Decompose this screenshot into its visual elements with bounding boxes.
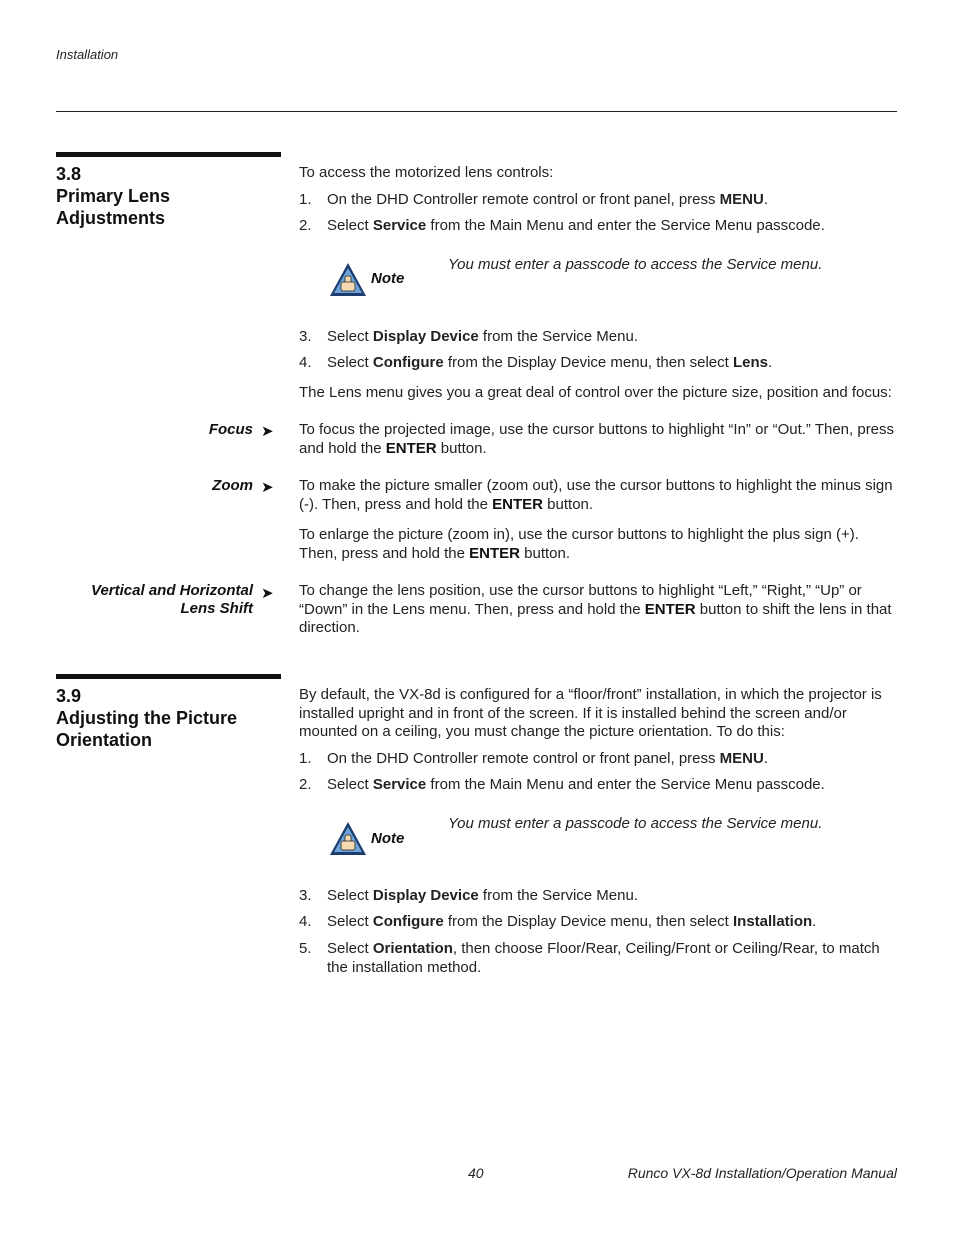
- step-text: Select Configure from the Display Device menu, then select Installation.: [327, 913, 817, 930]
- section-bar: [56, 152, 281, 157]
- arrow-icon: ➤: [261, 423, 274, 440]
- step-text: On the DHD Controller remote control or front panel, press MENU.: [327, 750, 769, 767]
- section-number: 3.8: [56, 164, 82, 184]
- page-number: 40: [468, 1165, 484, 1181]
- focus-paragraph: To focus the projected image, use the cursor buttons to highlight “In” or “Out.” Then, press and hold the ENTER button.: [299, 421, 895, 457]
- step-text: On the DHD Controller remote control or front panel, press MENU.: [327, 191, 769, 208]
- step-text: Select Service from the Main Menu and enter the Service Menu passcode.: [327, 217, 825, 234]
- zoom-out-paragraph: To make the picture smaller (zoom out), use the cursor buttons to highlight the minus sign (-). Then, press and hold the ENTER button.: [299, 477, 893, 513]
- section-number: 3.9: [56, 686, 82, 706]
- lens-shift-paragraph: To change the lens position, use the cursor buttons to highlight “Left,” “Right,” “Up” or “Down” in the Lens menu. Then, press and hold the ENTER button to shift the lens in that direction.: [299, 582, 892, 636]
- pointing-hand-warning-icon: [329, 262, 367, 298]
- section-title-line: Adjusting the Picture: [56, 708, 238, 728]
- section-heading-3-9: [56, 685, 281, 751]
- note-text: You must enter a passcode to access the Service menu.: [448, 256, 823, 273]
- step-text: Select Display Device from the Service Menu.: [327, 887, 638, 904]
- section-heading-3-8: [56, 163, 281, 229]
- step-number: 1.: [299, 191, 312, 208]
- subhead-zoom: Zoom: [212, 477, 253, 494]
- step-text: Select Display Device from the Service Menu.: [327, 328, 638, 345]
- note-text: You must enter a passcode to access the Service menu.: [448, 815, 823, 832]
- step-number: 2.: [299, 776, 312, 793]
- section-bar: [56, 674, 281, 679]
- subhead-lens-shift: Vertical and Horizontal Lens Shift: [91, 582, 253, 617]
- intro-paragraph: By default, the VX-8d is configured for a “floor/front” installation, in which the projector is installed upright and in front of the screen. If it is installed behind the screen and/or mounted on a ceiling, you must change the picture orientation. To do this:: [299, 686, 882, 740]
- section-title-line: Orientation: [56, 730, 153, 750]
- step-number: 5.: [299, 940, 312, 957]
- header-rule: [56, 111, 897, 112]
- zoom-in-paragraph: To enlarge the picture (zoom in), use the cursor buttons to highlight the plus sign (+). Then, press and hold the ENTER button.: [299, 526, 859, 562]
- pointing-hand-warning-icon: [329, 821, 367, 857]
- intro-paragraph: To access the motorized lens controls:: [299, 164, 554, 181]
- step-text: Select Service from the Main Menu and enter the Service Menu passcode.: [327, 776, 825, 793]
- step-text: Select Configure from the Display Device menu, then select Lens.: [327, 354, 773, 371]
- arrow-icon: ➤: [261, 479, 274, 496]
- step-text: Select Orientation, then choose Floor/Rear, Ceiling/Front or Ceiling/Rear, to match the installation method.: [327, 940, 880, 976]
- lens-menu-paragraph: The Lens menu gives you a great deal of control over the picture size, position and focus:: [299, 384, 892, 401]
- step-number: 4.: [299, 354, 312, 371]
- note-label: Note: [371, 270, 405, 287]
- running-header: Installation: [56, 47, 119, 62]
- subhead-focus: Focus: [208, 421, 253, 438]
- step-number: 2.: [299, 217, 312, 234]
- step-number: 4.: [299, 913, 312, 930]
- step-number: 3.: [299, 328, 312, 345]
- note-label: Note: [371, 830, 405, 847]
- footer-title: Runco VX-8d Installation/Operation Manual: [627, 1165, 897, 1181]
- step-number: 3.: [299, 887, 312, 904]
- step-number: 1.: [299, 750, 312, 767]
- section-title-line: Primary Lens: [56, 186, 171, 206]
- arrow-icon: ➤: [261, 585, 274, 602]
- section-title-line: Adjustments: [56, 208, 166, 228]
